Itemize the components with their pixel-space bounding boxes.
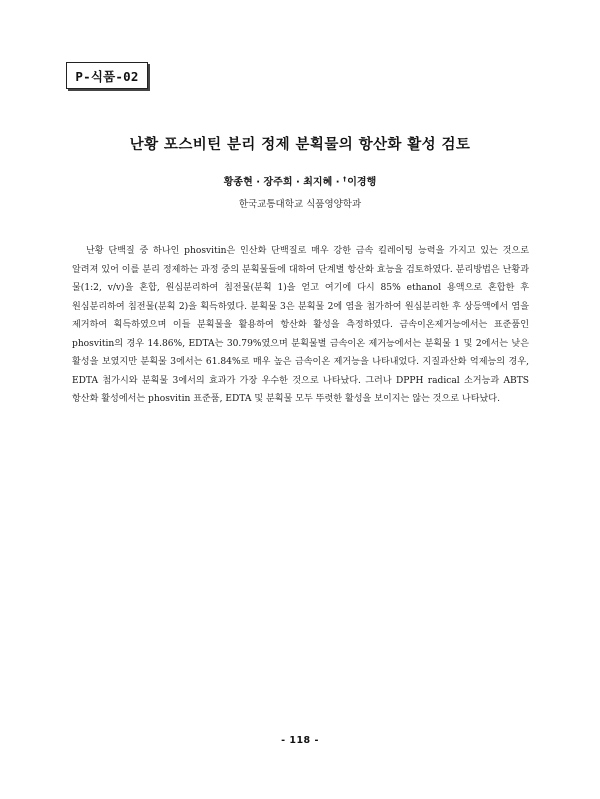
paper-title: 난황 포스비틴 분리 정제 분획물의 항산화 활성 검토 — [129, 137, 471, 153]
affiliation: 한국교통대학교 식품영양학과 — [238, 199, 362, 210]
corresponding-author: 이경행 — [347, 177, 377, 188]
session-code-box: P-식품-02 — [66, 62, 148, 89]
page-number: - 118 - — [281, 735, 319, 746]
abstract-body: 난황 단백질 중 하나인 phosvitin은 인산화 단백질로 매우 강한 금속 킬레이팅 능력을 가지고 있는 것으로 알려져 있어 이를 분리 정제하는 과정 중의 분획물들에 대하여 단계별 항산화 효능을 검토하였다. 분리방법은 난황과 물(1:2, v/v)을 혼합, 원심분리하여 침전물(분획 1)을 얻고 여기에 다시 85% ethanol 용액으로 혼합한 후 원심분리하여 침전물(분획 2)을 획득하였다. 분획물 3은 분획물 2에 염을 첨가하여 원심분리한 후 상등액에서 염을 제거하여 획득하였으며 이들 분획물을 활용하여 항산화 활성을 측정하였다. 금속이온제거능에서는 표준품인 phosvitin의 경우 14.86%, EDTA는 30.79%였으며 분획물별 금속이온 제거능에서는 분획물 1 및 2에서는 낮은 활성을 보였지만 분획물 3에서는 61.84%로 매우 높은 금속이온 제거능을 나타내었다. 지질과산화 억제능의 경우, EDTA 첨가시와 분획물 3에서의 효과가 가장 우수한 것으로 나타났다. 그러나 DPPH radical 소거능과 ABTS 항산화 활성에서는 phosvitin 표준품, EDTA 및 분획물 모두 뚜렷한 활성을 보이지는 않는 것으로 나타났다. — [72, 246, 529, 404]
coauthors: 황종현 · 장주희 · 최지혜 · — [223, 177, 343, 188]
author-line — [0, 173, 600, 188]
corresponding-author-mark: † — [343, 175, 347, 183]
